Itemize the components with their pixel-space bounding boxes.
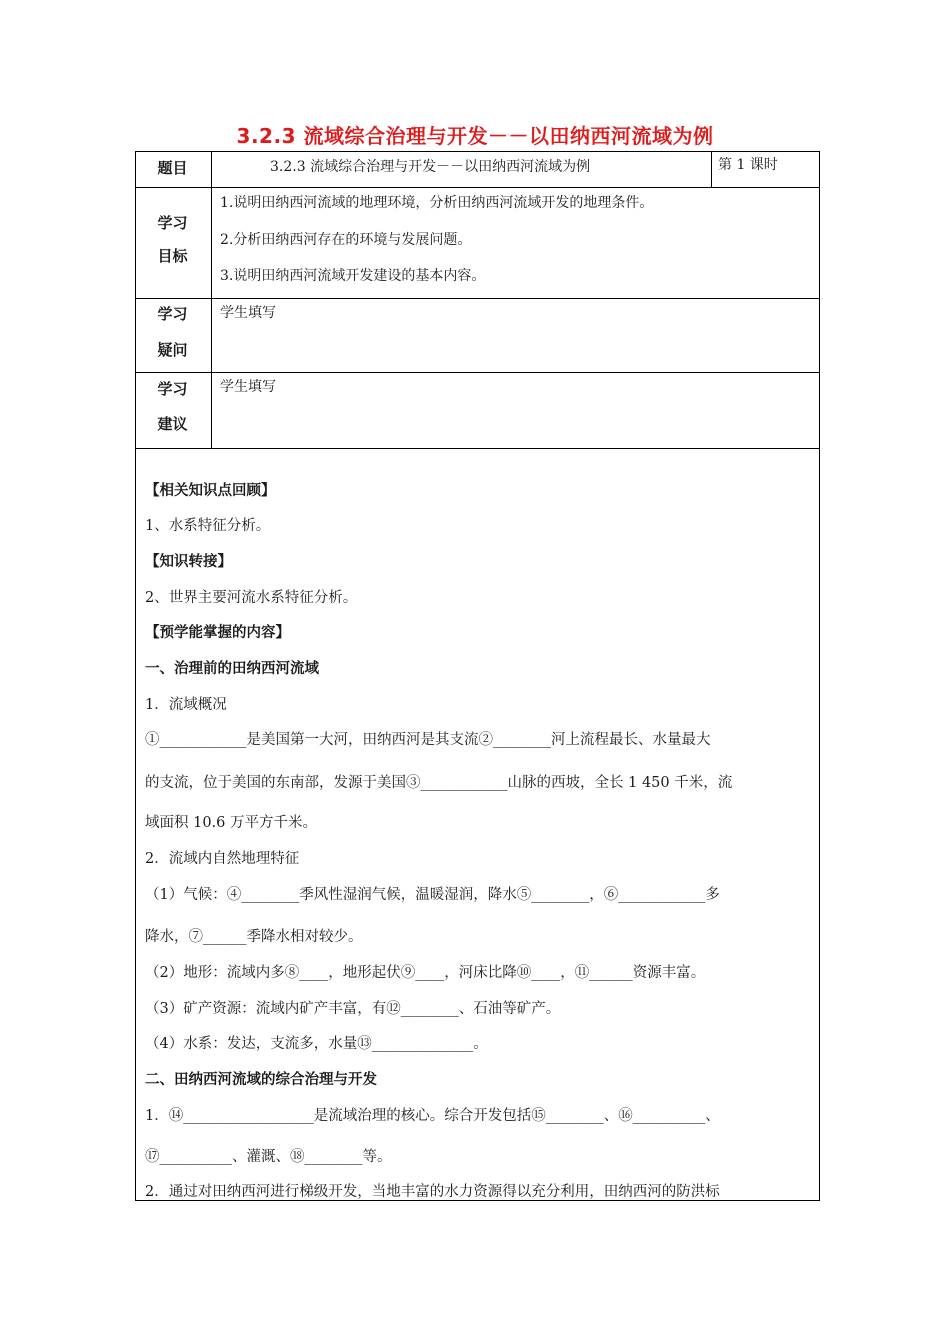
advice-label-1: 学习: [157, 380, 188, 398]
row-divider: [135, 372, 820, 373]
section-heading: 【预学能掌握的内容】: [145, 625, 290, 641]
body-line: 的支流，位于美国的东南部，发源于美国③____________山脉的西坡，全长 1 450 千米，流: [145, 775, 733, 791]
body-line: （1）气候：④________季风性湿润气候，温暖湿润，降水⑤________，⑥____________多: [145, 887, 720, 903]
advice-label-2: 建议: [157, 415, 188, 433]
lesson-count: 第 1 课时: [718, 157, 778, 173]
goal-item: 3.说明田纳西河流域开发建设的基本内容。: [220, 268, 486, 284]
body-line: 2、世界主要河流水系特征分析。: [145, 590, 358, 606]
body-line: ①____________是美国第一大河，田纳西河是其支流②________河上流程最长、水量最大: [145, 732, 711, 748]
column-divider: [211, 151, 212, 448]
row-divider: [135, 187, 820, 188]
goal-item: 2.分析田纳西河存在的环境与发展问题。: [220, 232, 472, 248]
body-line: ⑰__________、灌溉、⑱________等。: [145, 1149, 392, 1165]
topic-value: 3.2.3 流域综合治理与开发－－以田纳西河流域为例: [270, 159, 591, 175]
body-line: 域面积 10.6 万平方千米。: [145, 815, 318, 831]
questions-label-2: 疑问: [157, 341, 188, 359]
goals-label-2: 目标: [157, 247, 188, 265]
section-heading: 【相关知识点回顾】: [145, 483, 276, 499]
body-line: 2．流域内自然地理特征: [145, 851, 300, 867]
topic-label: 题目: [157, 159, 188, 177]
body-line: （3）矿产资源：流域内矿产丰富，有⑫________、石油等矿产。: [145, 1001, 561, 1017]
body-line: 1．⑭__________________是流域治理的核心。综合开发包括⑮________、⑯__________、: [145, 1108, 720, 1124]
goal-item: 1.说明田纳西河流域的地理环境，分析田纳西河流域开发的地理条件。: [220, 195, 654, 211]
questions-value: 学生填写: [220, 305, 276, 321]
body-line: （4）水系：发达，支流多，水量⑬______________。: [145, 1036, 488, 1052]
column-divider: [711, 151, 712, 187]
advice-value: 学生填写: [220, 379, 276, 395]
body-line: （2）地形：流域内多⑧____，地形起伏⑨____，河床比降⑩____，⑪______资源丰富。: [145, 965, 706, 981]
row-divider: [135, 298, 820, 299]
row-divider: [135, 448, 820, 449]
questions-label-1: 学习: [157, 305, 188, 323]
body-line: 1、水系特征分析。: [145, 518, 271, 534]
document-title: 3.2.3 流域综合治理与开发－－以田纳西河流域为例: [236, 124, 714, 148]
body-line: 2．通过对田纳西河进行梯级开发，当地丰富的水力资源得以充分利用，田纳西河的防洪标: [145, 1184, 720, 1200]
section-heading: 【知识转接】: [145, 554, 232, 570]
body-line: 降水，⑦______季降水相对较少。: [145, 929, 363, 945]
body-line: 1．流域概况: [145, 697, 227, 713]
goals-label-1: 学习: [157, 214, 188, 232]
subsection-heading: 一、治理前的田纳西河流域: [145, 661, 319, 677]
subsection-heading: 二、田纳西河流域的综合治理与开发: [145, 1072, 377, 1088]
